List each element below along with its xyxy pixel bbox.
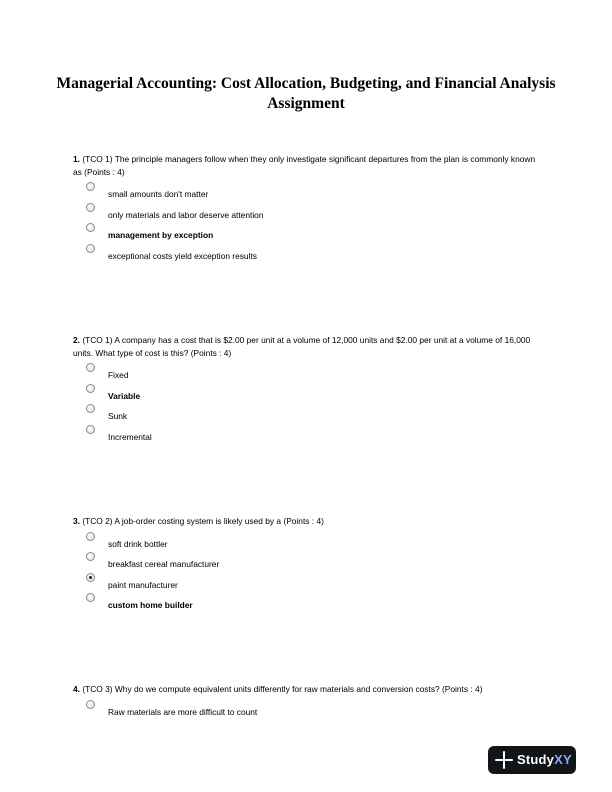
question-number: 3. <box>73 516 80 526</box>
option[interactable] <box>73 384 543 405</box>
radio-button[interactable] <box>86 552 95 561</box>
option[interactable] <box>73 593 543 614</box>
option-label: custom home builder <box>108 600 193 610</box>
option-label: Incremental <box>108 431 152 442</box>
option[interactable] <box>73 425 543 446</box>
radio-button[interactable] <box>86 203 95 212</box>
brand-name-part-1: Study <box>517 752 555 767</box>
question-1 <box>73 153 543 264</box>
option-label: soft drink bottler <box>108 538 168 549</box>
question-prompt: (TCO 2) A job-order costing system is likely used by a (Points : 4) <box>82 516 324 526</box>
brand-name-part-2: XY <box>554 752 572 767</box>
option[interactable] <box>73 573 543 594</box>
option-list <box>73 182 543 264</box>
question-3 <box>73 515 543 614</box>
option[interactable] <box>73 700 543 721</box>
question-number: 4. <box>73 684 80 694</box>
option-list <box>73 532 543 614</box>
option-list <box>73 363 543 445</box>
option[interactable] <box>73 363 543 384</box>
option-label: Raw materials are more difficult to count <box>108 706 258 717</box>
question-number: 2. <box>73 335 80 345</box>
question-prompt: (TCO 3) Why do we compute equivalent units differently for raw materials and conversion costs? (Points : 4) <box>82 684 483 694</box>
option-label: small amounts don't matter <box>108 189 209 199</box>
question-text <box>73 334 543 359</box>
option[interactable] <box>73 404 543 425</box>
document-title <box>40 74 572 114</box>
option-label: Variable <box>108 390 141 401</box>
question-text <box>73 515 543 528</box>
question-number: 1. <box>73 154 80 164</box>
option-list <box>73 700 543 721</box>
radio-button[interactable] <box>86 223 95 232</box>
option-label: breakfast cereal manufacturer <box>108 559 220 569</box>
option-label: exceptional costs yield exception results <box>108 250 257 261</box>
question-text <box>73 683 543 696</box>
radio-button[interactable] <box>86 700 95 709</box>
question-4 <box>73 683 543 720</box>
radio-button-selected[interactable] <box>86 573 95 582</box>
question-text <box>73 153 543 178</box>
option[interactable] <box>73 182 543 203</box>
option-label: paint manufacturer <box>108 579 178 590</box>
question-2 <box>73 334 543 445</box>
radio-button[interactable] <box>86 182 95 191</box>
brand-name <box>517 752 572 767</box>
plus-sparkle-icon <box>495 751 513 769</box>
option[interactable] <box>73 552 543 573</box>
radio-button[interactable] <box>86 425 95 434</box>
option[interactable] <box>73 203 543 224</box>
radio-button[interactable] <box>86 593 95 602</box>
radio-button[interactable] <box>86 244 95 253</box>
option-label: Fixed <box>108 370 129 380</box>
radio-button[interactable] <box>86 384 95 393</box>
title-line-1: Managerial Accounting: Cost Allocation, Budgeting, and Financial Analysis <box>56 75 556 92</box>
radio-button[interactable] <box>86 404 95 413</box>
radio-button[interactable] <box>86 532 95 541</box>
studyxy-logo-badge[interactable] <box>488 746 576 774</box>
question-prompt: (TCO 1) The principle managers follow when they only investigate significant departures from the plan is commonly known as (Points : 4) <box>73 154 536 177</box>
radio-button[interactable] <box>86 363 95 372</box>
question-prompt: (TCO 1) A company has a cost that is $2.00 per unit at a volume of 12,000 units and $2.00 per unit at a volume of 16,000 units. What type of cost is this? (Points : 4) <box>73 335 531 358</box>
option[interactable] <box>73 532 543 553</box>
option[interactable] <box>73 244 543 265</box>
option-label: Sunk <box>108 411 128 421</box>
option-label: only materials and labor deserve attention <box>108 209 264 220</box>
option[interactable] <box>73 223 543 244</box>
option-label: management by exception <box>108 230 214 240</box>
title-line-2: Assignment <box>267 95 345 112</box>
